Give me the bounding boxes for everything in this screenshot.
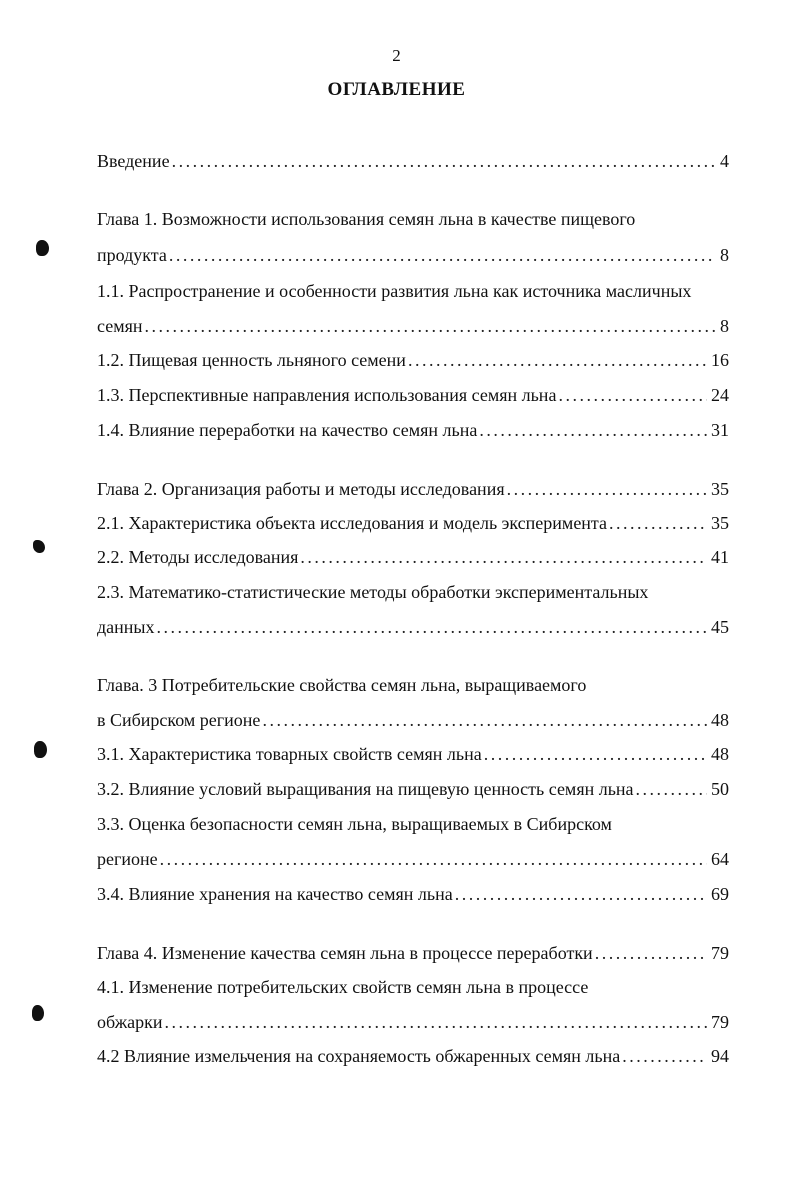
leader-dots (558, 382, 707, 408)
toc-entry-label: 1.3. Перспективные направления использования семян льна (97, 385, 557, 405)
toc-entry-label: Глава 2. Организация работы и методы исследования (97, 479, 505, 499)
leader-dots (157, 614, 707, 640)
toc-entry-page: 41 (711, 547, 729, 567)
toc-entry-page: 8 (720, 316, 729, 336)
leader-dots (172, 148, 716, 174)
toc-entry-1-2 (97, 347, 729, 373)
toc-entry-page: 48 (711, 744, 729, 764)
toc-entry-chapter-2 (97, 476, 729, 502)
toc-entry-label: 3.4. Влияние хранения на качество семян льна (97, 884, 453, 904)
toc-entry-label: 4.2 Влияние измельчения на сохраняемость обжаренных семян льна (97, 1046, 621, 1066)
toc-entry-4-1-line1: 4.1. Изменение потребительских свойств семян льна в процессе (97, 977, 589, 997)
toc-entry-3-4 (97, 881, 729, 907)
scan-blot (34, 741, 47, 758)
toc-entry-1-1 (97, 313, 729, 339)
toc-entry-page: 79 (711, 1012, 729, 1032)
toc-entry-page: 16 (711, 350, 729, 370)
scan-blot (33, 540, 45, 553)
leader-dots (484, 741, 707, 767)
toc-entry-page: 50 (711, 779, 729, 799)
toc-entry-3-3-line1: 3.3. Оценка безопасности семян льна, выращиваемых в Сибирском (97, 814, 612, 834)
scan-blot (32, 1005, 44, 1021)
toc-entry-page: 4 (720, 151, 729, 171)
toc-entry-label: 2.1. Характеристика объекта исследования и модель эксперимента (97, 513, 608, 533)
toc-entry-1-3 (97, 382, 729, 408)
toc-entry-page: 8 (720, 245, 729, 265)
toc-entry-1-1-line1: 1.1. Распространение и особенности развития льна как источника масличных (97, 281, 692, 301)
leader-dots (262, 707, 707, 733)
toc-entry-chapter-3-line1: Глава. 3 Потребительские свойства семян льна, выращиваемого (97, 675, 587, 695)
toc-entry-chapter-3 (97, 707, 729, 733)
toc-entry-3-1 (97, 741, 729, 767)
toc-entry-page: 24 (711, 385, 729, 405)
toc-entry-page: 45 (711, 617, 729, 637)
toc-entry-label: семян (97, 316, 143, 336)
toc-entry-page: 31 (711, 420, 729, 440)
leader-dots (479, 417, 707, 443)
toc-entry-label: 1.2. Пищевая ценность льняного семени (97, 350, 406, 370)
toc-entry-label: 3.1. Характеристика товарных свойств семян льна (97, 744, 482, 764)
leader-dots (595, 940, 707, 966)
toc-entry-label: регионе (97, 849, 158, 869)
toc-entry-label: Глава 4. Изменение качества семян льна в процессе переработки (97, 943, 593, 963)
leader-dots (636, 776, 707, 802)
toc-entry-label: в Сибирском регионе (97, 710, 261, 730)
toc-entry-page: 69 (711, 884, 729, 904)
toc-entry-2-2 (97, 544, 729, 570)
toc-entry-1-4 (97, 417, 729, 443)
leader-dots (300, 544, 707, 570)
toc-entry-3-2 (97, 776, 729, 802)
leader-dots (408, 347, 707, 373)
leader-dots (507, 476, 707, 502)
toc-entry-3-3 (97, 846, 729, 872)
toc-entry-chapter-1-line1: Глава 1. Возможности использования семян льна в качестве пищевого (97, 209, 636, 229)
toc-entry-label: 2.2. Методы исследования (97, 547, 299, 567)
toc-entry-page: 35 (711, 479, 729, 499)
toc-entry-label: Введение (97, 151, 170, 171)
toc-entry-2-3-line1: 2.3. Математико-статистические методы обработки экспериментальных (97, 582, 649, 602)
leader-dots (622, 1043, 707, 1069)
toc-entry-chapter-1 (97, 242, 729, 268)
toc-entry-intro (97, 148, 729, 174)
leader-dots (169, 242, 716, 268)
toc-entry-label: 3.2. Влияние условий выращивания на пищевую ценность семян льна (97, 779, 634, 799)
toc-entry-page: 79 (711, 943, 729, 963)
toc-entry-label: данных (97, 617, 155, 637)
leader-dots (145, 313, 716, 339)
toc-entry-4-1 (97, 1009, 729, 1035)
toc-entry-page: 64 (711, 849, 729, 869)
toc-entry-page: 35 (711, 513, 729, 533)
toc-entry-2-1 (97, 510, 729, 536)
page-title: ОГЛАВЛЕНИЕ (327, 79, 466, 100)
toc-entry-page: 48 (711, 710, 729, 730)
page-number: 2 (392, 46, 401, 65)
toc-entry-page: 94 (711, 1046, 729, 1066)
toc-entry-label: обжарки (97, 1012, 163, 1032)
scan-blot (36, 240, 49, 256)
toc-entry-2-3 (97, 614, 729, 640)
leader-dots (165, 1009, 707, 1035)
toc-entry-4-2 (97, 1043, 729, 1069)
leader-dots (160, 846, 707, 872)
toc-entry-label: 1.4. Влияние переработки на качество семян льна (97, 420, 478, 440)
leader-dots (609, 510, 707, 536)
toc-entry-label: продукта (97, 245, 167, 265)
toc-entry-chapter-4 (97, 940, 729, 966)
leader-dots (455, 881, 707, 907)
